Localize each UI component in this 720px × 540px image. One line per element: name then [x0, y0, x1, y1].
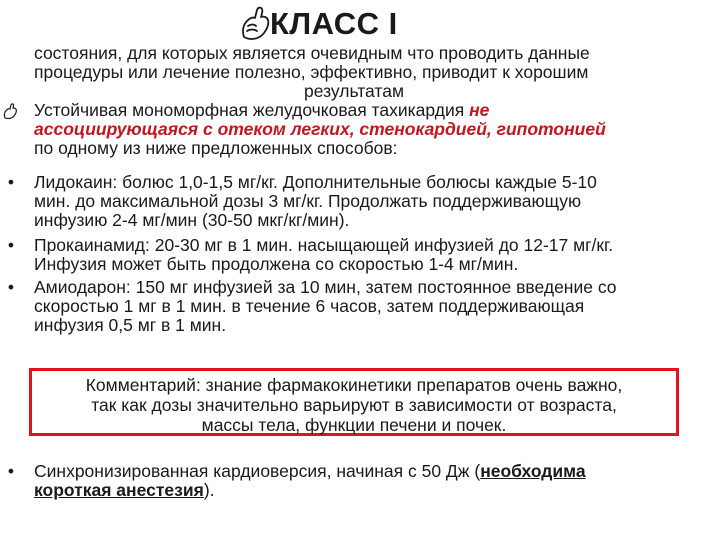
list-item-line: инфузию 2-4 мг/мин (30-50 мкг/кг/мин). [34, 210, 350, 230]
comment-line: массы тела, функции печени и почек. [201, 415, 507, 435]
vt-text: Устойчивая мономорфная желудочковая тахикардия [34, 100, 470, 120]
list-item-line: Инфузия может быть продолжена со скоростью 1-4 мг/мин. [34, 254, 519, 274]
list-item-line: Прокаинамид: 20-30 мг в 1 мин. насыщающей инфузией до 12-17 мг/кг. [34, 235, 614, 255]
anesthesia-emphasis: необходима [480, 461, 586, 481]
anesthesia-emphasis: короткая анестезия [34, 480, 204, 500]
vt-emphasis: ассоциирующаяся с отеком легких, стенокардией, гипотонией [34, 119, 606, 139]
bullet-marker: • [7, 172, 15, 192]
slide-title-text: КЛАСС I [270, 6, 398, 41]
bullet-marker: • [7, 235, 15, 255]
vt-emphasis: не [469, 100, 490, 120]
list-item-line: мин. до максимальной дозы 3 мг/кг. Продолжать поддерживающую [34, 191, 582, 211]
bullet-marker: • [7, 277, 15, 297]
definition-line: состояния, для которых является очевидным что проводить данные [34, 43, 590, 63]
list-item-cardioversion [7, 461, 704, 500]
comment-line: Комментарий: знание фармакокинетики препаратов очень важно, [85, 375, 623, 395]
definition-line: процедуры или лечение полезно, эффективно, приводит к хорошим [34, 62, 589, 82]
comment-line: так как дозы значительно варьируют в зависимости от возраста, [91, 395, 617, 415]
list-item-line: Амиодарон: 150 мг инфузией за 10 мин, затем постоянное введение со [34, 277, 617, 297]
hand-pointer-icon [240, 6, 270, 40]
definition-line: результатам [304, 81, 404, 101]
vt-text: по одному из ниже предложенных способов: [34, 138, 398, 158]
list-item-line: Лидокаин: болюс 1,0-1,5 мг/кг. Дополнительные болюсы каждые 5-10 [34, 172, 597, 192]
bullet-marker: • [7, 461, 15, 481]
slide-title [240, 2, 398, 46]
cardioversion-text: Синхронизированная кардиоверсия, начиная с 50 Дж ( [34, 461, 481, 481]
list-item-procainamide [7, 235, 704, 274]
list-item-line: скоростью 1 мг в 1 мин. в течение 6 часов, затем поддерживающая [34, 296, 585, 316]
class-definition [34, 44, 674, 101]
list-item-lidocaine [7, 172, 704, 230]
comment-box [29, 368, 679, 436]
cardioversion-text: ). [203, 480, 215, 500]
hand-pointer-icon [3, 101, 19, 119]
list-item-amiodarone [7, 277, 704, 335]
list-item-line: инфузия 0,5 мг в 1 мин. [34, 315, 227, 335]
vt-indication-item [34, 101, 704, 158]
